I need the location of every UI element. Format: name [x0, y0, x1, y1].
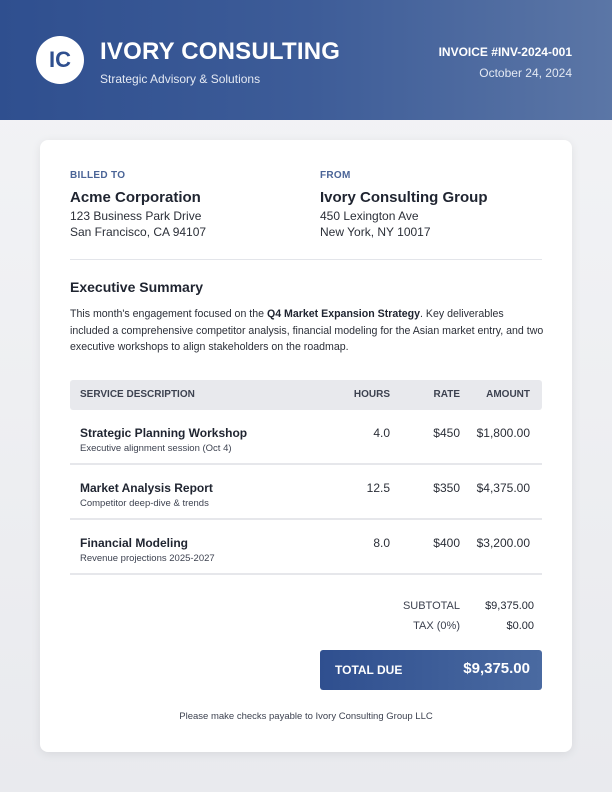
- subtotal-label: SUBTOTAL: [402, 600, 460, 612]
- billed-to-section: [70, 170, 206, 238]
- from-section: [320, 170, 488, 238]
- summary-text-before: This month's engagement focused on the: [70, 308, 267, 320]
- from-name: Ivory Consulting Group: [320, 189, 488, 206]
- service-amount: $4,375.00: [476, 481, 530, 495]
- summary-highlight: Q4 Market Expansion Strategy: [266, 308, 421, 320]
- from-label: FROM: [320, 170, 351, 181]
- table-header: [70, 380, 542, 410]
- header-rate: RATE: [433, 389, 460, 400]
- from-address-line2: New York, NY 10017: [320, 225, 431, 239]
- service-subtitle: Competitor deep-dive & trends: [80, 498, 209, 509]
- invoice-card: [40, 140, 572, 752]
- service-title: Strategic Planning Workshop: [80, 426, 248, 440]
- company-tagline: Strategic Advisory & Solutions: [100, 72, 261, 86]
- summary-text: [70, 306, 544, 356]
- header-description: SERVICE DESCRIPTION: [80, 389, 195, 400]
- summary-text-after: . Key deliverables included a comprehensive competitor analysis, financial modeling for the Asian market entry, and two executive workshops to align stakeholders on the roadmap.: [70, 308, 544, 353]
- payment-note: Please make checks payable to Ivory Consulting Group LLC: [179, 711, 433, 722]
- billed-to-label: BILLED TO: [70, 170, 126, 181]
- tax-value: $0.00: [506, 620, 534, 632]
- service-rate: $350: [433, 481, 460, 495]
- subtotal-value: $9,375.00: [485, 600, 534, 612]
- total-due-label: TOTAL DUE: [335, 663, 403, 677]
- table-row: [70, 410, 542, 465]
- service-subtitle: Executive alignment session (Oct 4): [80, 443, 232, 454]
- table-row: [70, 520, 542, 575]
- header-hours: HOURS: [353, 389, 390, 400]
- service-amount: $1,800.00: [476, 426, 530, 440]
- logo-initials: IC: [49, 47, 71, 72]
- billed-to-address-line1: 123 Business Park Drive: [70, 209, 202, 223]
- service-title: Financial Modeling: [80, 536, 189, 550]
- service-hours: 8.0: [373, 536, 390, 550]
- company-logo: [36, 36, 84, 84]
- invoice-number: INVOICE #INV-2024-001: [438, 45, 572, 59]
- total-due-value: $9,375.00: [463, 660, 530, 677]
- company-name: IVORY CONSULTING: [100, 38, 341, 65]
- service-title: Market Analysis Report: [80, 481, 213, 495]
- service-hours: 12.5: [366, 481, 390, 495]
- total-due-box: [320, 650, 542, 690]
- tax-label: TAX (0%): [413, 620, 460, 632]
- billed-to-name: Acme Corporation: [70, 189, 201, 206]
- table-row: [70, 465, 542, 520]
- service-subtitle: Revenue projections 2025-2027: [80, 553, 215, 564]
- section-divider: [70, 259, 542, 260]
- from-address-line1: 450 Lexington Ave: [320, 209, 419, 223]
- service-rate: $400: [433, 536, 460, 550]
- service-hours: 4.0: [373, 426, 390, 440]
- billed-to-address-line2: San Francisco, CA 94107: [70, 225, 207, 239]
- service-rate: $450: [433, 426, 460, 440]
- summary-title: Executive Summary: [70, 279, 204, 295]
- header-amount: AMOUNT: [486, 389, 530, 400]
- invoice-header: [0, 0, 612, 120]
- invoice-date: October 24, 2024: [479, 66, 572, 80]
- service-amount: $3,200.00: [476, 536, 530, 550]
